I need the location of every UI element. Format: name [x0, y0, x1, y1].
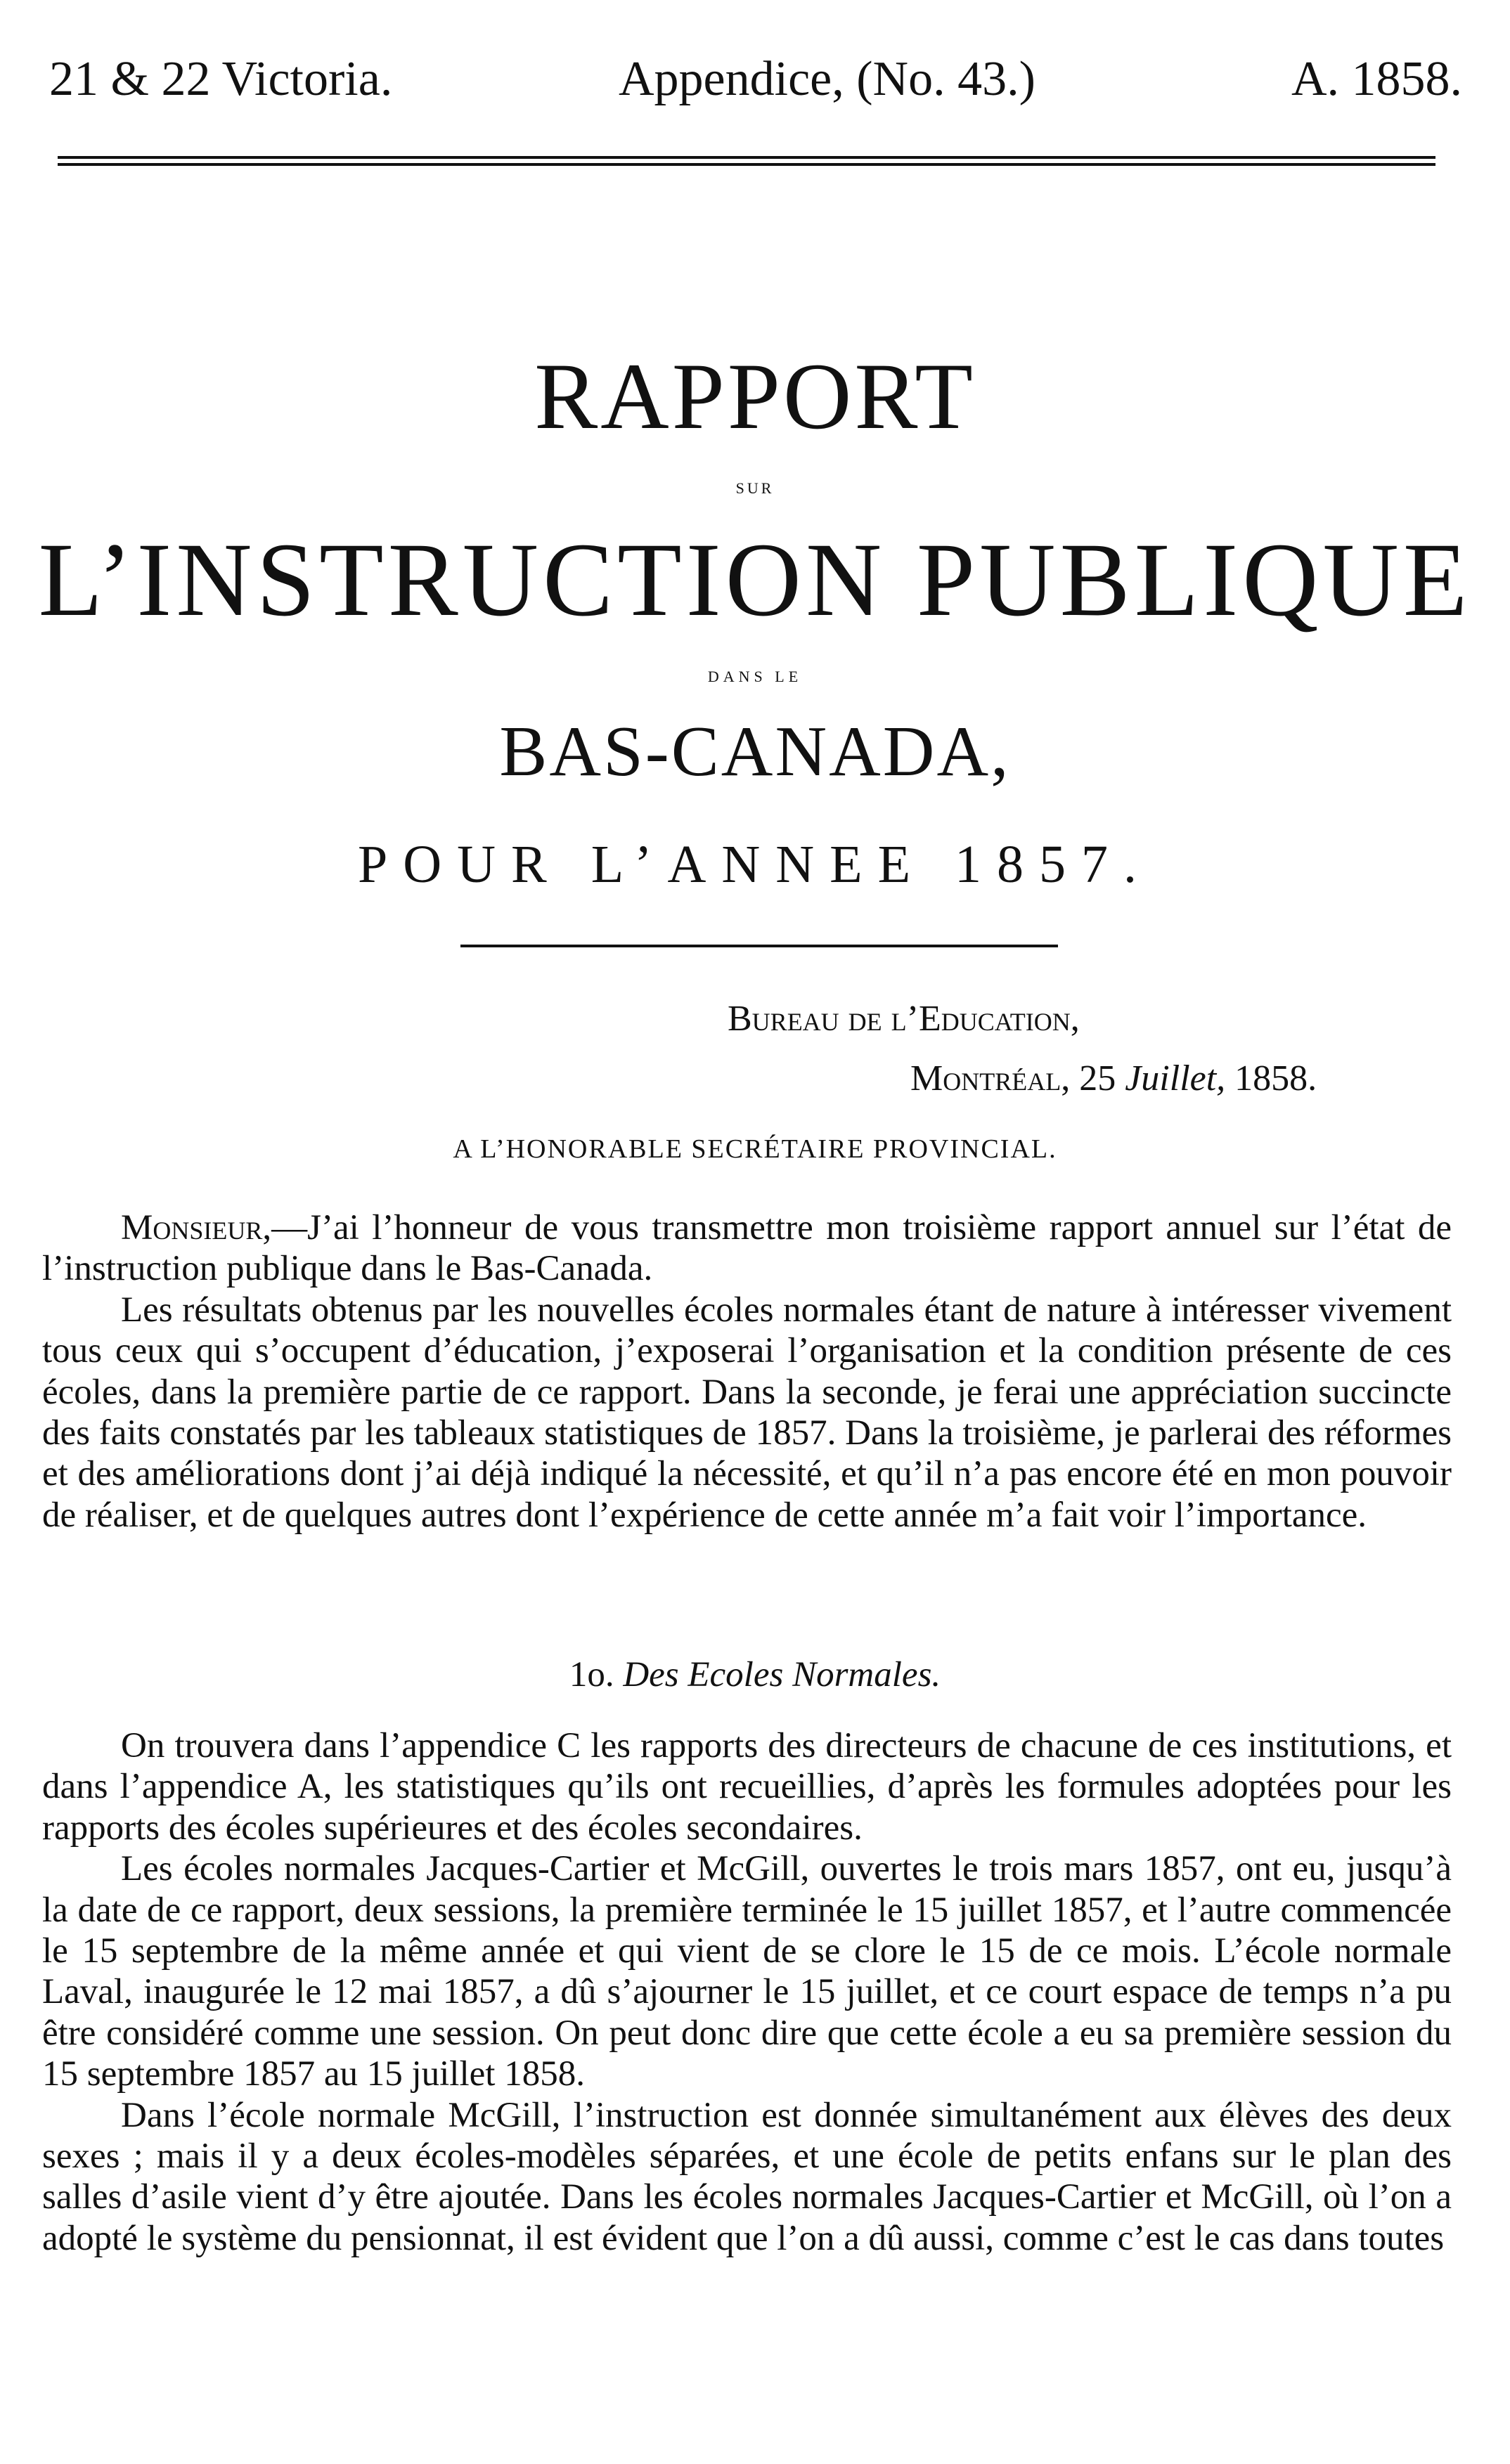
header-year: A. 1858.	[1291, 52, 1462, 106]
section-number: 1o.	[569, 1655, 614, 1694]
intro-paragraph-2: Les résultats obtenus par les nouvelles écoles normales étant de nature à intéresser vivement tous ceux qui s’occupent d’éducation, j’exposerai l’organisation et la condition présente de ces écoles, dans la première partie de ce rapport. Dans la seconde, je ferai une appréciation succincte des faits constatés par les tableaux statistiques de 1857. Dans la troisième, je parlerai des réformes et des améliorations dont j’ai déjà indiqué la nécessité, et qu’il n’a pas encore été en mon pouvoir de réaliser, et de quelques autres dont l’expérience de cette année m’a fait voir l’importance.	[42, 1290, 1452, 1535]
title-rule	[460, 945, 1058, 947]
dateline-month: Juillet,	[1125, 1058, 1226, 1098]
running-header	[49, 41, 1462, 118]
title-rapport: RAPPORT	[534, 344, 976, 449]
section-paragraph-3: Dans l’école normale McGill, l’instruction est donnée simultanément aux élèves des deux sexes ; mais il y a deux écoles-modèles séparées, et une école de petits enfans sur le plan des salles d’asile vient d’y être ajoutée. Dans les écoles normales Jacques-Cartier et McGill, où l’on a adopté le système du pensionnat, il est évident que l’on a dû aussi, comme c’est le cas dans toutes	[42, 2095, 1452, 2258]
section-paragraph-2: Les écoles normales Jacques-Cartier et McGill, ouvertes le trois mars 1857, ont eu, jusqu’à la date de ce rapport, deux sessions, la première terminée le 15 juillet 1857, et l’autre commencée le 15 septembre de la même année et qui vient de se clore le 15 de ce mois. L’école normale Laval, inaugurée le 12 mai 1857, a dû s’ajourner le 15 juillet, et ce court espace de temps n’a pu être considéré comme une session. On peut donc dire que cette école a eu sa première session du 15 septembre 1857 au 15 juillet 1858.	[42, 1849, 1452, 2094]
section-heading	[0, 1650, 1510, 1699]
intro-paragraph-1-text: —J’ai l’honneur de vous transmettre mon troisième rapport annuel sur l’état de l’instruction publique dans le Bas-Canada.	[42, 1208, 1452, 1289]
header-session: 21 & 22 Victoria.	[49, 52, 393, 106]
dateline-place-date	[910, 1054, 1317, 1103]
dateline-day: 25	[1079, 1058, 1116, 1098]
title-sur: SUR	[735, 479, 775, 497]
section-paragraph-1: On trouvera dans l’appendice C les rapports des directeurs de chacune de ces institutions, et dans l’appendice A, les statistiques qu’ils ont recueillies, d’après les formules adoptées pour les rapports des écoles supérieures et des écoles secondaires.	[42, 1726, 1452, 1848]
title-dans-le: DANS LE	[707, 668, 803, 685]
header-double-rule	[58, 156, 1435, 166]
salutation: Monsieur,	[121, 1208, 272, 1247]
header-appendix: Appendice, (No. 43.)	[619, 52, 1035, 106]
intro-paragraph-1	[42, 1207, 1452, 1290]
intro-section	[42, 1207, 1452, 1536]
title-instruction-publique: L’INSTRUCTION PUBLIQUE	[38, 521, 1472, 638]
title-bas-canada: BAS-CANADA,	[499, 712, 1011, 791]
section-title: Des Ecoles Normales.	[623, 1655, 941, 1694]
dateline-office: Bureau de l’Education,	[728, 999, 1080, 1039]
section-body	[42, 1725, 1452, 2259]
title-annee: POUR L’ANNEE 1857.	[358, 835, 1152, 894]
addressee: A L’HONORABLE SECRÉTAIRE PROVINCIAL.	[453, 1134, 1057, 1164]
dateline-year: 1858.	[1234, 1058, 1317, 1098]
dateline-city: Montréal,	[910, 1058, 1071, 1098]
